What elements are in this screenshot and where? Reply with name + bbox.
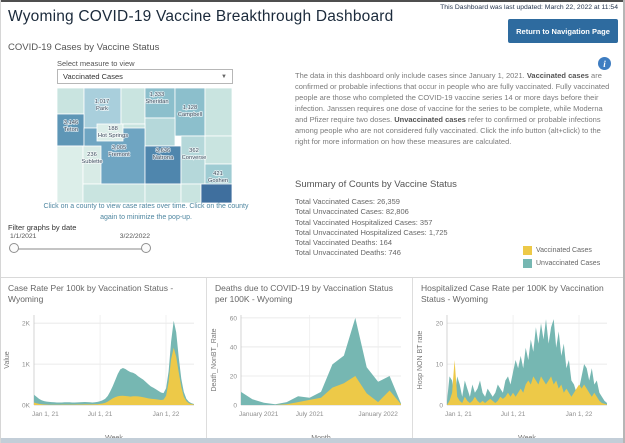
y-tick-label: 2K: [22, 320, 30, 328]
y-tick-label: 60: [229, 315, 237, 323]
measure-dropdown[interactable]: [57, 69, 233, 84]
info-bold-unvaccinated: Unvaccinated cases: [394, 115, 466, 124]
chart-title: Hospitalized Case Rate per 100K by Vaccination Status - Wyoming: [421, 283, 604, 304]
info-paragraph: [295, 70, 615, 147]
y-axis-title: Death_NonBT_Rate: [211, 328, 218, 392]
date-filter-label: Filter graphs by date: [8, 223, 77, 232]
y-axis-title: Hosp NON BT rate: [417, 330, 424, 390]
y-tick-label: 0K: [22, 402, 30, 410]
y-tick-label: 0: [233, 402, 237, 410]
county-label-fremont: 3,005 Fremont: [108, 145, 130, 158]
measure-dropdown-label: Select measure to view: [57, 59, 135, 68]
summary-row: Total Unvaccinated Hospitalized Cases: 1,725: [295, 227, 448, 237]
map-section-title: COVID-19 Cases by Vaccine Status: [8, 42, 160, 53]
info-text: The data in this dashboard only include cases since January 1, 2021.: [295, 71, 527, 80]
x-tick-label: Jul 1, 21: [87, 411, 113, 418]
legend-label: Vaccinated Cases: [536, 246, 592, 254]
county-label-natrona: 3,636 Natrona: [152, 148, 174, 161]
legend-item-unvaccinated: [523, 257, 600, 269]
x-tick-label: Jan 1, 21: [445, 411, 472, 418]
deaths-chart[interactable]: [207, 305, 407, 443]
x-tick-label: Jan 1, 22: [565, 411, 593, 418]
county-label-goshen: 421 Goshen: [207, 171, 229, 184]
chart-panel-hospitalized: [413, 278, 625, 443]
county-carbon[interactable]: [145, 184, 181, 203]
summary-title: Summary of Counts by Vaccine Status: [295, 179, 457, 190]
legend-label: Unvaccinated Cases: [536, 259, 601, 267]
measure-dropdown-value: Vaccinated Cases: [63, 72, 123, 81]
y-tick-label: 1K: [22, 361, 30, 369]
summary-rows: [295, 197, 448, 259]
county-yellowstone[interactable]: [57, 88, 84, 114]
legend: [523, 244, 600, 270]
x-tick-label: January 2021: [239, 411, 279, 418]
last-updated-text: This Dashboard was last updated: March 22, 2022 at 11:54: [440, 4, 618, 11]
summary-row: Total Vaccinated Cases: 26,359: [295, 197, 400, 206]
county-label-sublette: 236 Sublette: [81, 152, 103, 165]
x-tick-label: July 2021: [295, 411, 324, 418]
county-albany[interactable]: [181, 184, 201, 203]
date-filter-end: 3/22/2022: [119, 233, 150, 240]
county-bighorn[interactable]: [121, 88, 145, 124]
date-slider-track[interactable]: [14, 248, 146, 250]
county-label-teton: 3,146 Teton: [63, 120, 79, 133]
summary-row: Total Vaccinated Hospitalized Cases: 357: [295, 217, 433, 227]
summary-row: Total Vaccinated Deaths: 164: [295, 238, 393, 248]
county-label-hot-springs: 188 Hot Springs: [97, 126, 129, 139]
info-text: refer to confirmed or probable infections among people who are not considered fully vaccinated. Click the info button (alt+click) to the right for more information on how these measures are calculated.: [295, 115, 601, 146]
county-niobrara[interactable]: [205, 136, 232, 164]
info-text: are confirmed or probable infections that occur in people who are fully vaccinated. Fully vaccinated people are those who completed the COVID-19 vaccine series 14 or more days before their infection. Janssen requires one dose of vaccine for the series to be complete, while Moderna and Pfizer require two doses.: [295, 71, 610, 124]
county-sweetwater[interactable]: [83, 184, 145, 203]
y-tick-label: 40: [229, 344, 237, 352]
county-lincoln[interactable]: [57, 146, 83, 203]
county-label-converse: 362 Converse: [181, 148, 207, 161]
x-tick-label: Jan 1, 21: [32, 411, 59, 418]
info-bold-vaccinated: Vaccinated cases: [526, 71, 589, 80]
area-unvaccinated-cases[interactable]: [241, 318, 401, 405]
chart-title: Deaths due to COVID-19 by Vaccination Status per 100K - Wyoming: [215, 283, 393, 304]
y-tick-label: 0: [439, 402, 443, 410]
county-johnson[interactable]: [145, 118, 175, 146]
county-crook[interactable]: [205, 88, 232, 136]
y-tick-label: 20: [229, 373, 237, 381]
date-slider-handle-end[interactable]: [141, 243, 151, 253]
legend-swatch-unvaccinated: [523, 259, 532, 268]
chart-title: Case Rate Per 100k by Vaccination Status - Wyoming: [8, 283, 174, 304]
county-label-park: 1,017 Park: [94, 99, 110, 112]
info-icon[interactable]: i: [598, 57, 611, 70]
page-title: Wyoming COVID-19 Vaccine Breakthrough Dashboard: [8, 8, 394, 25]
frame-border-bottom: [0, 438, 625, 443]
summary-row: Total Unvaccinated Deaths: 746: [295, 248, 401, 258]
chevron-down-icon: ▼: [221, 73, 227, 80]
county-label-campbell: 1,128 Campbell: [177, 105, 203, 118]
y-tick-label: 20: [435, 320, 443, 328]
y-axis-title: Value: [4, 351, 11, 369]
map-caption: Click on a county to view case rates over time. Click on the county again to minimize the pop-up.: [43, 203, 249, 221]
frame-border-top: [0, 0, 625, 2]
chart-panel-case-rate: [0, 278, 206, 443]
summary-row: Total Unvaccinated Cases: 82,806: [295, 207, 409, 217]
chart-panel-deaths: [207, 278, 412, 443]
legend-item-vaccinated: [523, 244, 600, 256]
hospitalized-chart[interactable]: [413, 305, 613, 443]
frame-border-left: [0, 0, 1, 443]
date-filter-start: 1/1/2021: [10, 233, 37, 240]
case-rate-chart[interactable]: [0, 305, 200, 443]
county-laramie[interactable]: [201, 184, 232, 203]
wyoming-county-map[interactable]: [57, 88, 232, 203]
x-tick-label: January 2022: [358, 411, 398, 418]
return-to-navigation-button[interactable]: Return to Navigation Page: [508, 19, 618, 43]
date-slider-handle-start[interactable]: [9, 243, 19, 253]
county-label-sheridan: 1,333 Sheridan: [145, 92, 169, 105]
y-tick-label: 10: [435, 361, 443, 369]
x-tick-label: Jan 1, 22: [152, 411, 180, 418]
x-tick-label: Jul 1, 21: [500, 411, 526, 418]
legend-swatch-vaccinated: [523, 246, 532, 255]
